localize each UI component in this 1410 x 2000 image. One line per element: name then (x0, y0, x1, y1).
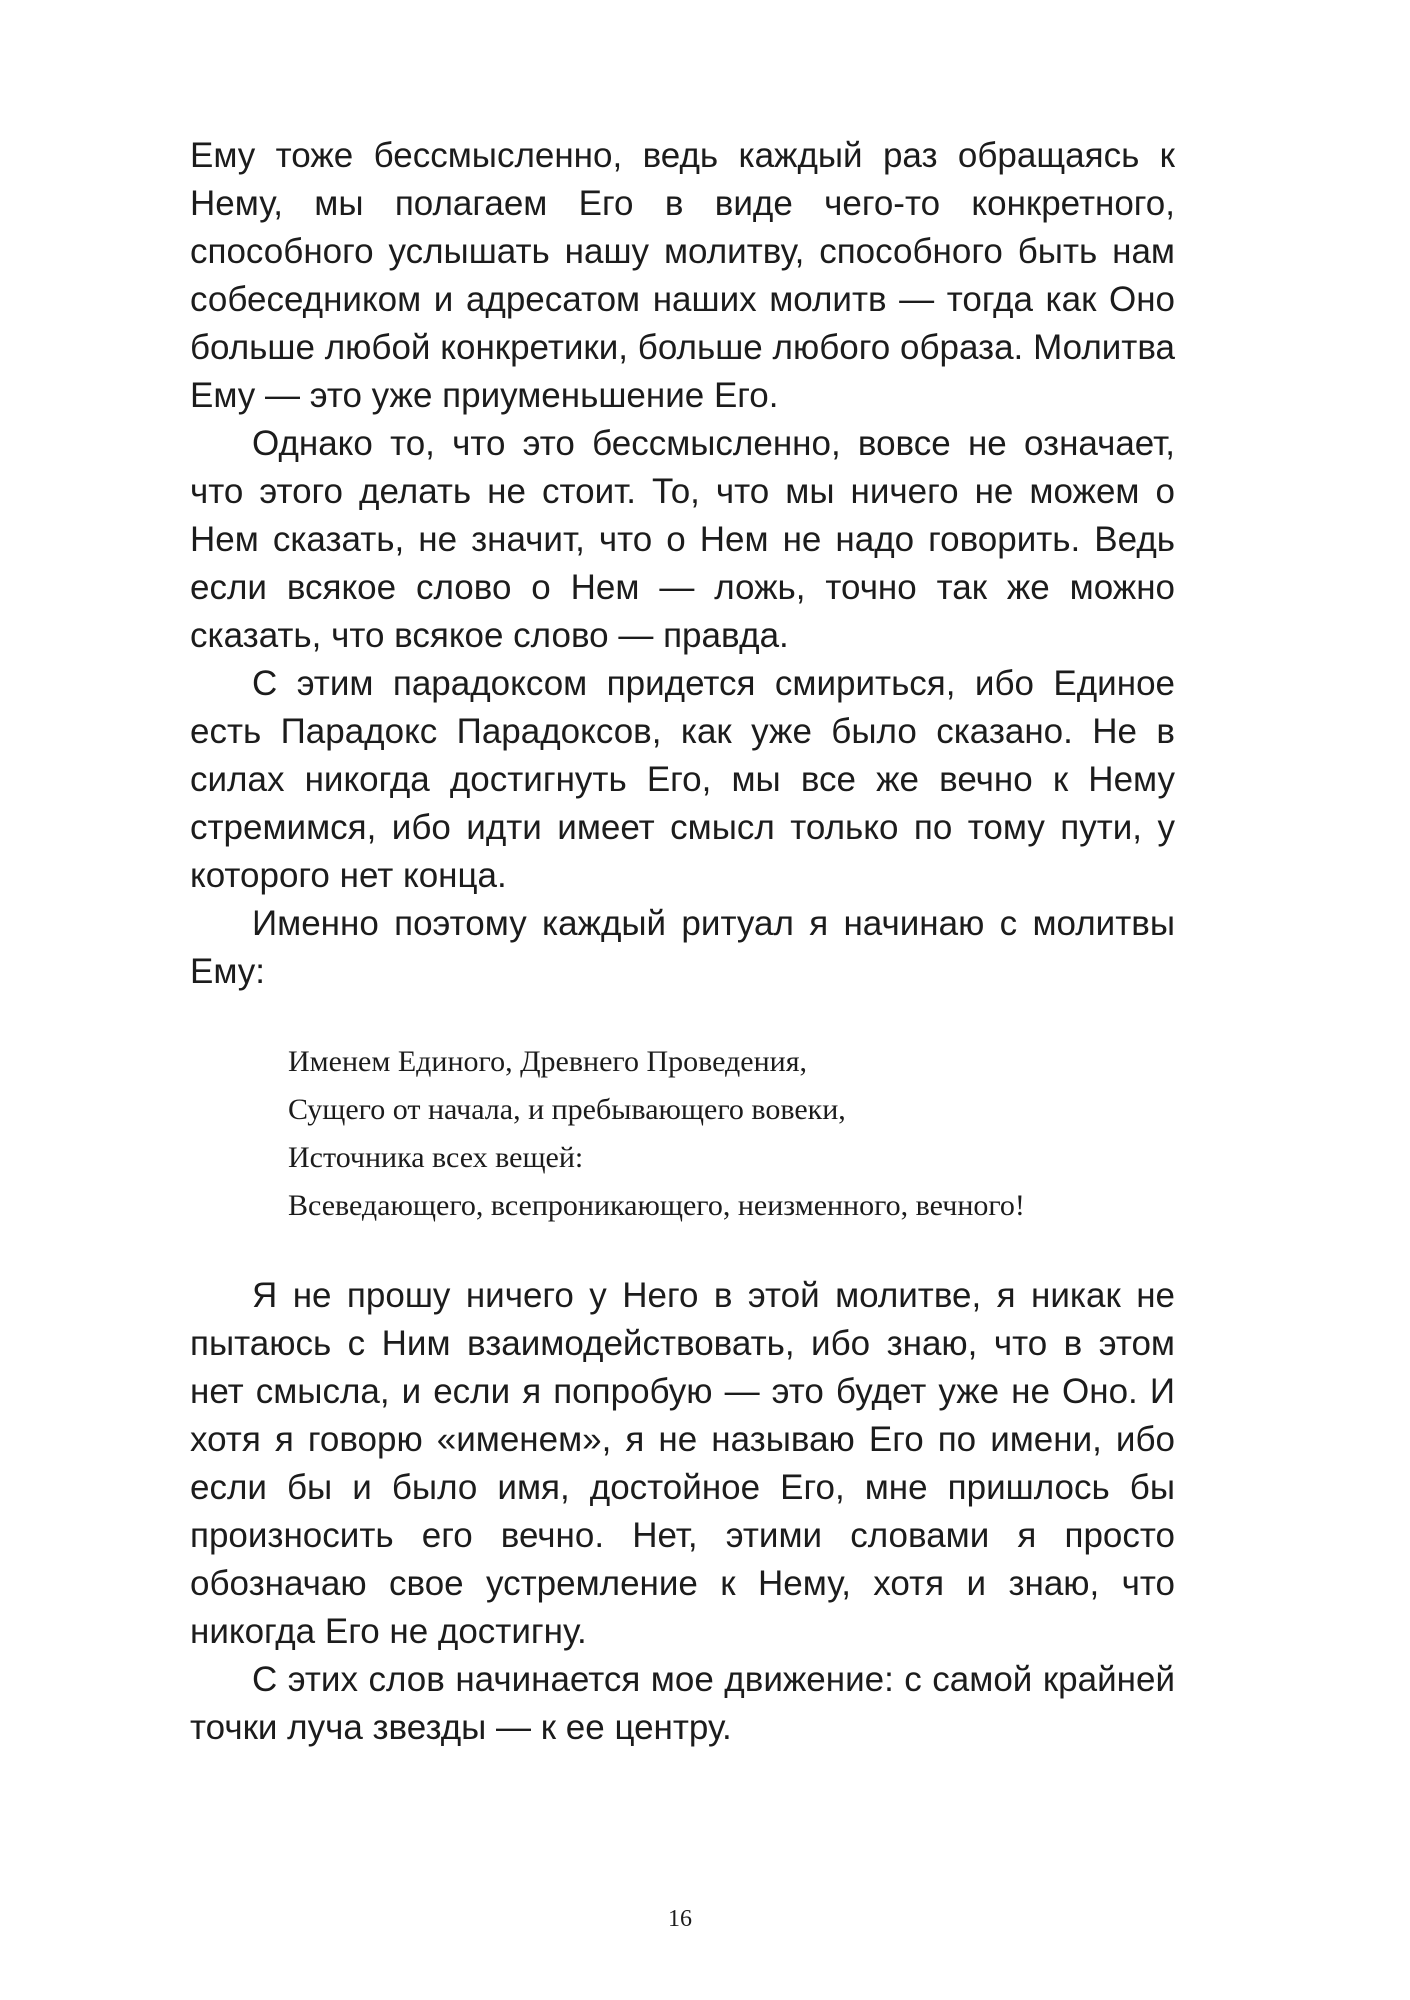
prayer-quote (288, 1038, 1175, 1230)
prayer-line-2: Сущего от начала, и пребывающего вовеки, (288, 1093, 846, 1126)
body-text (190, 132, 1175, 1752)
paragraph-4: Именно поэтому каждый ритуал я начинаю с молитвы Ему: (190, 904, 1175, 991)
prayer-line-4: Всеведающего, всепроникающего, неизменного, вечного! (288, 1189, 1025, 1222)
paragraph-6: С этих слов начинается мое движение: с самой крайней точки луча звезды — к ее центру. (190, 1660, 1175, 1747)
paragraph-3: С этим парадоксом придется смириться, ибо Единое есть Парадокс Парадоксов, как уже было сказано. Не в силах никогда достигнуть Его, мы все же вечно к Нему стремимся, ибо идти имеет смысл только по тому пути, у которого нет конца. (190, 664, 1175, 895)
paragraph-2: Однако то, что это бессмысленно, вовсе не означает, что этого делать не стоит. То, что мы ничего не можем о Нем сказать, не значит, что о Нем не надо говорить. Ведь если всякое слово о Нем — ложь, точно так же можно сказать, что всякое слово — правда. (190, 424, 1175, 655)
page-number: 16 (668, 1906, 692, 1932)
paragraph-1: Ему тоже бессмысленно, ведь каждый раз обращаясь к Нему, мы полагаем Его в виде чего-то конкретного, способного услышать нашу молитву, способного быть нам собеседником и адресатом наших молитв — тогда как Оно больше любой конкретики, больше любого образа. Молитва Ему — это уже приуменьшение Его. (190, 136, 1175, 415)
prayer-line-3: Источника всех вещей: (288, 1141, 584, 1174)
paragraph-5: Я не прошу ничего у Него в этой молитве, я никак не пытаюсь с Ним взаимодействовать, ибо знаю, что в этом нет смысла, и если я попробую — это будет уже не Оно. И хотя я говорю «именем», я не называю Его по имени, ибо если бы и было имя, достойное Его, мне пришлось бы произносить его вечно. Нет, этими словами я просто обозначаю свое устремление к Нему, хотя и знаю, что никогда Его не достигну. (190, 1276, 1175, 1651)
prayer-line-1: Именем Единого, Древнего Проведения, (288, 1045, 808, 1078)
